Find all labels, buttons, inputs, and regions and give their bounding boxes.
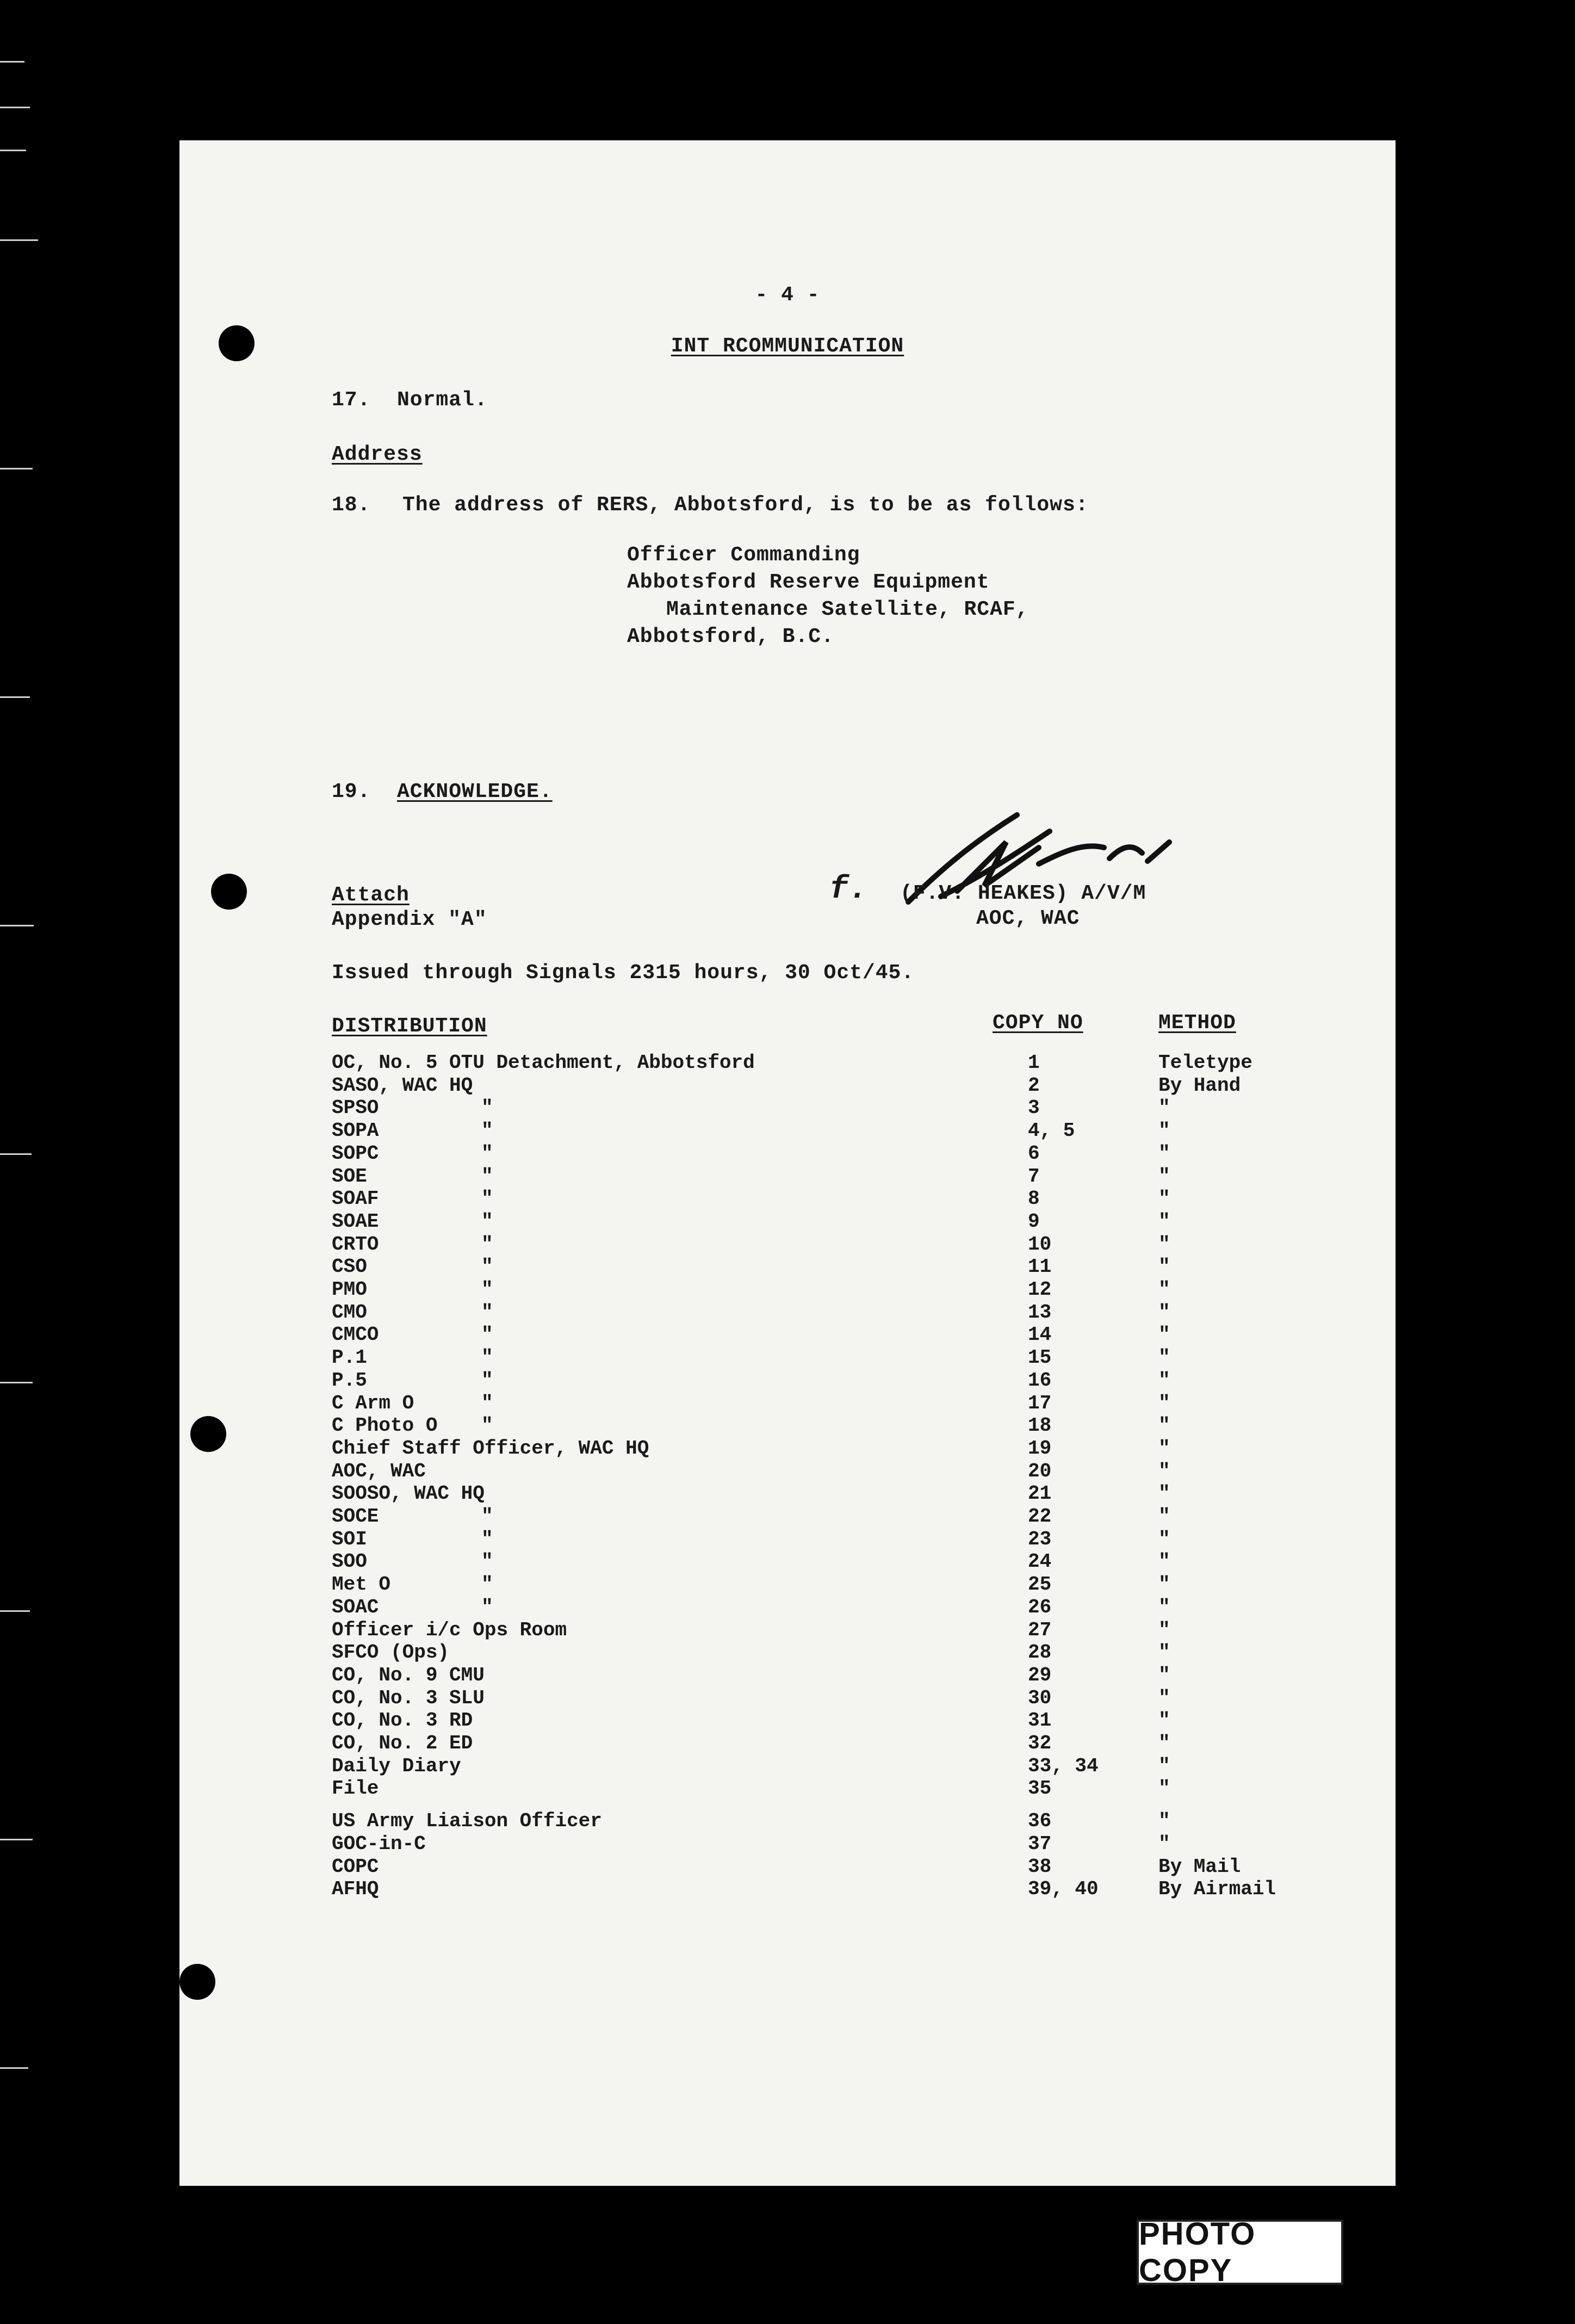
table-row — [179, 1188, 1396, 1210]
attach-label: Attach — [332, 883, 410, 907]
distribution-name: US Army Liaison Officer — [332, 1810, 602, 1833]
signatory-title: AOC, WAC — [976, 907, 1080, 930]
delivery-method: " — [1158, 1210, 1170, 1233]
table-row — [179, 1414, 1396, 1437]
address-line: Maintenance Satellite, RCAF, — [666, 598, 1029, 621]
address-line: Abbotsford Reserve Equipment — [627, 571, 990, 594]
table-row — [179, 1256, 1396, 1278]
distribution-name: SOCE — [332, 1505, 379, 1528]
table-row — [179, 1392, 1396, 1414]
delivery-method: " — [1158, 1460, 1170, 1482]
delivery-method: " — [1158, 1550, 1170, 1573]
table-row — [179, 1833, 1396, 1855]
delivery-method: " — [1158, 1709, 1170, 1732]
delivery-method: By Airmail — [1158, 1878, 1276, 1901]
copy-number: 22 — [1028, 1505, 1052, 1528]
delivery-method: " — [1158, 1573, 1170, 1596]
copy-number: 23 — [1028, 1528, 1052, 1550]
copy-number: 32 — [1028, 1732, 1052, 1754]
film-edge-mark — [0, 239, 38, 241]
ditto-mark: " — [481, 1346, 493, 1369]
copy-no-header: COPY NO — [993, 1011, 1083, 1035]
delivery-method: " — [1158, 1810, 1170, 1833]
para-text: Normal. — [397, 388, 488, 412]
table-row — [179, 1074, 1396, 1097]
delivery-method: " — [1158, 1369, 1170, 1392]
distribution-name: SOPA — [332, 1120, 379, 1142]
punch-hole — [211, 874, 247, 910]
distribution-name: CO, No. 3 SLU — [332, 1686, 485, 1709]
distribution-name: SOAC — [332, 1596, 379, 1618]
delivery-method: " — [1158, 1278, 1170, 1301]
distribution-name: OC, No. 5 OTU Detachment, Abbotsford — [332, 1052, 755, 1074]
para-number: 17. — [332, 388, 371, 412]
copy-number: 26 — [1028, 1596, 1052, 1618]
copy-number: 24 — [1028, 1550, 1052, 1573]
delivery-method: " — [1158, 1256, 1170, 1278]
distribution-name: AOC, WAC — [332, 1460, 426, 1482]
table-row — [179, 1687, 1396, 1709]
delivery-method: " — [1158, 1641, 1170, 1664]
delivery-method: " — [1158, 1528, 1170, 1550]
ditto-mark: " — [481, 1596, 493, 1618]
delivery-method: " — [1158, 1732, 1170, 1754]
distribution-name: CO, No. 9 CMU — [332, 1664, 485, 1686]
copy-number: 11 — [1028, 1256, 1052, 1278]
distribution-name: SOO — [332, 1550, 367, 1573]
film-edge-mark — [0, 1610, 30, 1612]
distribution-name: P.5 — [332, 1369, 367, 1392]
copy-number: 13 — [1028, 1301, 1052, 1324]
copy-number: 38 — [1028, 1855, 1052, 1878]
ditto-mark: " — [481, 1165, 493, 1188]
copy-number: 39, 40 — [1028, 1878, 1099, 1901]
copy-number: 37 — [1028, 1832, 1052, 1855]
method-header: METHOD — [1158, 1011, 1236, 1035]
ditto-mark: " — [481, 1505, 493, 1528]
delivery-method: " — [1158, 1392, 1170, 1414]
distribution-name: CMCO — [332, 1324, 379, 1346]
film-edge-mark — [0, 150, 26, 151]
signatory-name: (F.V. HEAKES) A/V/M — [900, 882, 1146, 905]
distribution-name: SFCO (Ops) — [332, 1641, 450, 1664]
delivery-method: " — [1158, 1686, 1170, 1709]
table-row — [179, 1878, 1396, 1900]
table-row — [179, 1777, 1396, 1800]
distribution-name: CO, No. 2 ED — [332, 1732, 473, 1754]
distribution-name: SOAF — [332, 1188, 379, 1210]
delivery-method: " — [1158, 1754, 1170, 1777]
copy-number: 29 — [1028, 1664, 1052, 1686]
table-row — [179, 1210, 1396, 1233]
distribution-name: PMO — [332, 1278, 367, 1301]
ditto-mark: " — [481, 1142, 493, 1165]
ditto-mark: " — [481, 1369, 493, 1392]
delivery-method: " — [1158, 1097, 1170, 1120]
delivery-method: " — [1158, 1664, 1170, 1686]
ditto-mark: " — [481, 1188, 493, 1210]
table-row — [179, 1482, 1396, 1505]
ditto-mark: " — [481, 1550, 493, 1573]
ditto-mark: " — [481, 1097, 493, 1120]
distribution-name: SOE — [332, 1165, 367, 1188]
delivery-method: " — [1158, 1596, 1170, 1618]
table-row — [179, 1550, 1396, 1573]
section-heading: INT RCOMMUNICATION — [671, 335, 904, 358]
copy-number: 2 — [1028, 1074, 1040, 1097]
ditto-mark: " — [481, 1414, 493, 1437]
ditto-mark: " — [481, 1256, 493, 1278]
copy-number: 33, 34 — [1028, 1754, 1099, 1777]
table-row — [179, 1437, 1396, 1460]
delivery-method: " — [1158, 1777, 1170, 1800]
delivery-method: " — [1158, 1324, 1170, 1346]
distribution-name: SOPC — [332, 1142, 379, 1165]
distribution-name: CO, No. 3 RD — [332, 1709, 473, 1732]
copy-number: 21 — [1028, 1482, 1052, 1505]
distribution-name: SOI — [332, 1528, 367, 1550]
ditto-mark: " — [481, 1210, 493, 1233]
distribution-name: SPSO — [332, 1097, 379, 1120]
ditto-mark: " — [481, 1392, 493, 1414]
table-row — [179, 1142, 1396, 1165]
table-row — [179, 1120, 1396, 1142]
copy-number: 30 — [1028, 1686, 1052, 1709]
para-number: 18. — [332, 493, 371, 517]
delivery-method: " — [1158, 1188, 1170, 1210]
delivery-method: " — [1158, 1618, 1170, 1641]
distribution-name: CSO — [332, 1256, 367, 1278]
table-row — [179, 1165, 1396, 1188]
issued-line: Issued through Signals 2315 hours, 30 Oct/45. — [332, 961, 915, 985]
para-text: The address of RERS, Abbotsford, is to be as follows: — [402, 493, 1089, 517]
table-row — [179, 1346, 1396, 1369]
copy-number: 36 — [1028, 1810, 1052, 1833]
copy-number: 9 — [1028, 1210, 1040, 1233]
delivery-method: " — [1158, 1120, 1170, 1142]
ditto-mark: " — [481, 1120, 493, 1142]
address-line: Officer Commanding — [627, 543, 860, 567]
distribution-name: C Photo O — [332, 1414, 438, 1437]
film-edge-mark — [0, 696, 30, 698]
signature-prefix: f. — [829, 872, 869, 907]
copy-number: 31 — [1028, 1709, 1052, 1732]
para-number: 19. — [332, 780, 371, 803]
ditto-mark: " — [481, 1278, 493, 1301]
delivery-method: " — [1158, 1414, 1170, 1437]
delivery-method: Teletype — [1158, 1052, 1252, 1074]
ditto-mark: " — [481, 1573, 493, 1596]
distribution-name: AFHQ — [332, 1878, 379, 1901]
distribution-name: C Arm O — [332, 1392, 414, 1414]
film-edge-mark — [0, 468, 33, 469]
distribution-name: Daily Diary — [332, 1754, 461, 1777]
delivery-method: " — [1158, 1233, 1170, 1256]
punch-hole — [179, 1964, 215, 2000]
delivery-method: By Mail — [1158, 1855, 1241, 1878]
table-row — [179, 1573, 1396, 1596]
ditto-mark: " — [481, 1528, 493, 1550]
copy-number: 1 — [1028, 1052, 1040, 1074]
distribution-name: CRTO — [332, 1233, 379, 1256]
distribution-name: SOOSO, WAC HQ — [332, 1482, 485, 1505]
table-row — [179, 1619, 1396, 1641]
copy-number: 7 — [1028, 1165, 1040, 1188]
table-row — [179, 1641, 1396, 1664]
table-row — [179, 1233, 1396, 1256]
film-edge-mark — [0, 107, 30, 108]
copy-number: 18 — [1028, 1414, 1052, 1437]
film-edge-mark — [0, 925, 34, 926]
copy-number: 8 — [1028, 1188, 1040, 1210]
delivery-method: " — [1158, 1165, 1170, 1188]
delivery-method: " — [1158, 1505, 1170, 1528]
table-row — [179, 1369, 1396, 1392]
delivery-method: " — [1158, 1142, 1170, 1165]
attach-item: Appendix "A" — [332, 908, 487, 931]
copy-number: 28 — [1028, 1641, 1052, 1664]
distribution-name: Officer i/c Ops Room — [332, 1618, 567, 1641]
photocopy-stamp: PHOTO COPY — [1137, 2220, 1343, 2285]
table-row — [179, 1460, 1396, 1482]
copy-number: 25 — [1028, 1573, 1052, 1596]
distribution-name: File — [332, 1777, 379, 1800]
copy-number: 14 — [1028, 1324, 1052, 1346]
distribution-name: COPC — [332, 1855, 379, 1878]
address-line: Abbotsford, B.C. — [627, 625, 834, 648]
address-heading: Address — [332, 443, 423, 466]
delivery-method: By Hand — [1158, 1074, 1241, 1097]
copy-number: 35 — [1028, 1777, 1052, 1800]
film-edge-mark — [0, 2067, 28, 2069]
delivery-method: " — [1158, 1437, 1170, 1460]
page-number: - 4 - — [755, 283, 820, 307]
copy-number: 12 — [1028, 1278, 1052, 1301]
document-page — [179, 140, 1396, 2186]
table-row — [179, 1097, 1396, 1119]
table-row — [179, 1278, 1396, 1301]
table-row — [179, 1324, 1396, 1346]
distribution-name: P.1 — [332, 1346, 367, 1369]
distribution-header: DISTRIBUTION — [332, 1015, 487, 1038]
table-row — [179, 1810, 1396, 1832]
ditto-mark: " — [481, 1301, 493, 1324]
table-row — [179, 1528, 1396, 1550]
film-edge-mark — [0, 1839, 33, 1840]
film-edge-mark — [0, 61, 24, 63]
copy-number: 3 — [1028, 1097, 1040, 1120]
delivery-method: " — [1158, 1482, 1170, 1505]
copy-number: 4, 5 — [1028, 1120, 1075, 1142]
table-row — [179, 1596, 1396, 1618]
para-text: ACKNOWLEDGE. — [397, 780, 553, 803]
film-edge-mark — [0, 1153, 32, 1155]
table-row — [179, 1755, 1396, 1777]
table-row — [179, 1732, 1396, 1754]
copy-number: 15 — [1028, 1346, 1052, 1369]
ditto-mark: " — [481, 1324, 493, 1346]
copy-number: 27 — [1028, 1618, 1052, 1641]
ditto-mark: " — [481, 1233, 493, 1256]
distribution-name: Chief Staff Officer, WAC HQ — [332, 1437, 649, 1460]
copy-number: 16 — [1028, 1369, 1052, 1392]
distribution-name: SOAE — [332, 1210, 379, 1233]
distribution-name: CMO — [332, 1301, 367, 1324]
copy-number: 20 — [1028, 1460, 1052, 1482]
table-row — [179, 1856, 1396, 1878]
distribution-name: Met O — [332, 1573, 391, 1596]
delivery-method: " — [1158, 1301, 1170, 1324]
delivery-method: " — [1158, 1346, 1170, 1369]
copy-number: 10 — [1028, 1233, 1052, 1256]
table-row — [179, 1052, 1396, 1074]
table-row — [179, 1709, 1396, 1732]
delivery-method: " — [1158, 1832, 1170, 1855]
table-row — [179, 1664, 1396, 1686]
copy-number: 17 — [1028, 1392, 1052, 1414]
copy-number: 6 — [1028, 1142, 1040, 1165]
table-row — [179, 1505, 1396, 1528]
distribution-name: SASO, WAC HQ — [332, 1074, 473, 1097]
film-edge-mark — [0, 1382, 33, 1383]
table-row — [179, 1301, 1396, 1324]
distribution-name: GOC-in-C — [332, 1832, 426, 1855]
copy-number: 19 — [1028, 1437, 1052, 1460]
